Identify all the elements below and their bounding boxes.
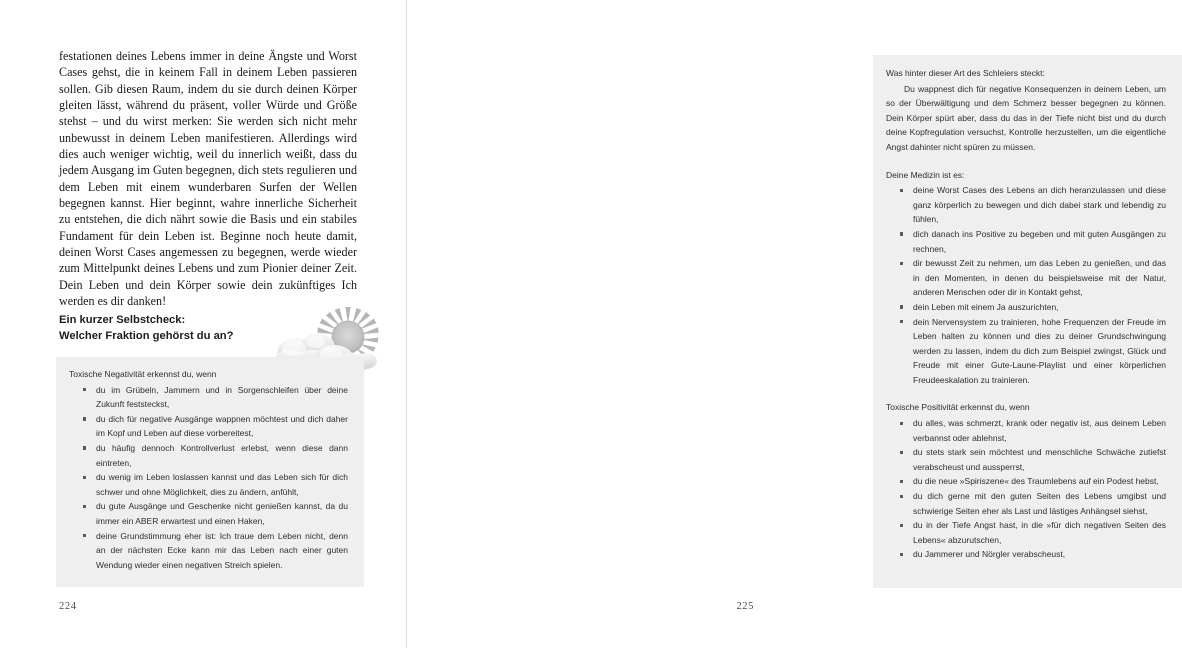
selfcheck-heading-line-1: Ein kurzer Selbstcheck: — [59, 314, 186, 326]
list-item: deine Grundstimmung eher ist: Ich traue dem Leben nicht, denn an der nächsten Ecke kann mir das Leben nach einer guten Wendung wieder einen negativen Streich spielen. — [69, 529, 348, 573]
toxic-positivity-lead: Toxische Positivität erkennst du, wenn — [886, 402, 1030, 413]
list-item: du im Grübeln, Jammern und in Sorgenschleifen über deine Zukunft feststeckst, — [69, 383, 348, 412]
list-item: dein Nervensystem zu trainieren, hohe Frequenzen der Freude im Leben halten zu können und dies zu deiner Grundschwingung werden zu lassen, indem du dich zum Beispiel zwingst, Glück und Freude mit einer Gute-Laune-Playlist und einer körperlichen Freudeeskalation zu trainieren. — [886, 315, 1166, 388]
page-number-right: 225 — [736, 601, 754, 612]
schleier-lead: Was hinter dieser Art des Schleiers steckt: — [886, 68, 1045, 78]
right-page-content-box — [873, 55, 1182, 588]
toxic-negativity-list — [69, 383, 348, 573]
spacer — [886, 155, 1166, 168]
toxic-negativity-box — [56, 357, 364, 587]
list-item: du stets stark sein möchtest und menschliche Schwäche zutiefst verabscheust und aussperrst, — [886, 445, 1166, 474]
list-item: du wenig im Leben loslassen kannst und das Leben sich für dich schwer und ohne Möglichkeit, dies zu ändern, anfühlt, — [69, 470, 348, 499]
list-item: dein Leben mit einem Ja auszurichten, — [886, 300, 1166, 315]
toxic-positivity-list — [886, 416, 1166, 562]
list-item: du Jammerer und Nörgler verabscheust, — [886, 547, 1166, 562]
right-page — [407, 0, 1166, 648]
selfcheck-heading — [59, 313, 289, 344]
list-item: dich danach ins Positive zu begeben und mit guten Ausgängen zu rechnen, — [886, 227, 1166, 256]
list-item: du die neue »Spiriszene« des Traumlebens auf ein Podest hebst, — [886, 474, 1166, 489]
page-gutter-divider — [406, 0, 407, 648]
list-item: du dich gerne mit den guten Seiten des Lebens umgibst und schwierige Seiten eher als Last und lästiges Anhängsel siehst, — [886, 489, 1166, 518]
list-item: dir bewusst Zeit zu nehmen, um das Leben zu genießen, und das in den Momenten, in denen du beispielsweise mit der Natur, anderen Menschen oder dir in Kontakt gehst, — [886, 256, 1166, 300]
spacer — [886, 387, 1166, 400]
left-page — [0, 0, 407, 648]
page-number-left: 224 — [59, 601, 77, 612]
list-item: deine Worst Cases des Lebens an dich heranzulassen und diese ganz körperlich zu bewegen und dich dabei stark und lebendig zu fühlen, — [886, 183, 1166, 227]
list-item: du in der Tiefe Angst hast, in die »für dich negativen Seiten des Lebens« abzurutschen, — [886, 518, 1166, 547]
list-item: du häufig dennoch Kontrollverlust erlebst, wenn diese dann eintreten, — [69, 441, 348, 470]
schleier-paragraph: Du wappnest dich für negative Konsequenzen in deinem Leben, um so der Überwältigung und dem Schmerz besser begegnen zu können. Dein Körper spürt aber, dass du das in der Tiefe nicht bist und du durch deine Kopfregulation versuchst, Kontrolle herzustellen, um die eigentliche Angst dahinter nicht spüren zu müssen. — [886, 83, 1166, 152]
medizin-lead: Deine Medizin ist es: — [886, 169, 965, 180]
medizin-list — [886, 183, 1166, 387]
toxic-negativity-lead: Toxische Negativität erkennst du, wenn — [69, 369, 217, 379]
left-page-body-text: festationen deines Lebens immer in deine Ängste und Worst Cases gehst, die in keinem Fall in deinem Leben passieren sollen. Gib diesen Raum, indem du sie durch deinen Körper gleiten lässt, während du präsent, voller Würde und Größe stehst – und du wirst merken: Sie werden sich nicht mehr unbewusst in deinem Leben manifestieren. Allerdings wird dies auch weniger wichtig, weil du innerlich weißt, dass du jedem Ausgang im Guten begegnen, dich stets regulieren und dem Leben mit einem wunderbaren Surfen der Wellen begegnen kannst. Hier beginnt, wahre innerliche Sicherheit zu entstehen, die dich nährt sowie die Basis und ein stabiles Fundament für dein Leben ist. Beginne noch heute damit, deinen Worst Cases angemessen zu begegnen, werde wieder zum Mittelpunkt deines Lebens und zum Pionier deiner Zeit. Dein Leben und dein Körper sowie dein zukünftiges Ich werden es dir danken! — [59, 49, 357, 309]
list-item: du alles, was schmerzt, krank oder negativ ist, aus deinem Leben verbannst oder ablehnst, — [886, 416, 1166, 445]
list-item: du dich für negative Ausgänge wappnen möchtest und dich daher im Kopf und Leben auf diese vorbereitest, — [69, 412, 348, 441]
list-item: du gute Ausgänge und Geschenke nicht genießen kannst, da du immer ein ABER erwartest und einen Haken, — [69, 499, 348, 528]
selfcheck-heading-line-2: Welcher Fraktion gehörst du an? — [59, 329, 234, 342]
